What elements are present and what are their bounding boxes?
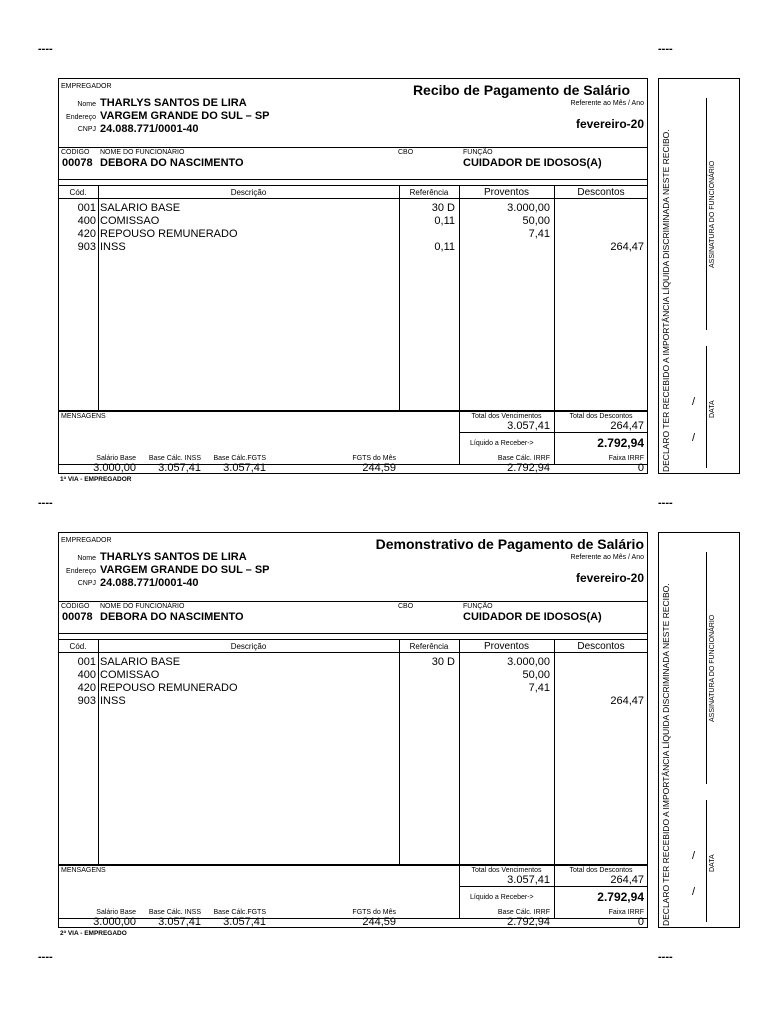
col-deductions-header: Descontos bbox=[577, 641, 625, 652]
cut-mark: ---- bbox=[38, 497, 53, 509]
item-description: SALARIO BASE bbox=[100, 656, 181, 668]
fgts-base: 3.057,41 bbox=[223, 462, 266, 474]
net-label: Líquido a Receber-> bbox=[470, 440, 534, 447]
messages-label: MENSAGENS bbox=[61, 413, 106, 420]
item-deductions: 264,47 bbox=[610, 241, 644, 253]
item-code: 420 bbox=[77, 228, 96, 240]
col-code-header: Cód. bbox=[69, 188, 87, 197]
reference-period: fevereiro-20 bbox=[575, 117, 644, 131]
fgts-month: 244,59 bbox=[362, 462, 396, 474]
irrf-band: 0 bbox=[637, 462, 644, 474]
item-description: REPOUSO REMUNERADO bbox=[100, 682, 238, 694]
employer-label: EMPREGADOR bbox=[61, 537, 112, 544]
inss-base: 3.057,41 bbox=[158, 462, 201, 474]
employee-code: 00078 bbox=[62, 157, 93, 169]
total-deductions-label: Total dos Descontos bbox=[569, 413, 633, 420]
col-description-header: Descrição bbox=[230, 642, 267, 651]
reference-period: fevereiro-20 bbox=[575, 571, 644, 585]
total-earnings-label: Total dos Vencimentos bbox=[471, 413, 542, 420]
irrf-base: 2.792,94 bbox=[507, 462, 550, 474]
total-deductions: 264,47 bbox=[610, 874, 644, 886]
item-earnings: 3.000,00 bbox=[507, 202, 550, 214]
role-label: FUNÇÃO bbox=[463, 603, 493, 610]
address-label: Endereço bbox=[66, 114, 96, 121]
col-reference-header: Referência bbox=[409, 642, 449, 651]
item-reference: 30 D bbox=[431, 656, 455, 668]
employee-code: 00078 bbox=[62, 611, 93, 623]
item-code: 420 bbox=[77, 682, 96, 694]
fgts-month-label: FGTS do Mês bbox=[352, 909, 396, 916]
company-address: VARGEM GRANDE DO SUL – SP bbox=[100, 564, 270, 576]
date-slash: / bbox=[692, 432, 696, 444]
salary-base: 3.000,00 bbox=[93, 916, 136, 928]
item-deductions: 264,47 bbox=[610, 695, 644, 707]
item-code: 001 bbox=[77, 656, 96, 668]
irrf-band-label: Faixa IRRF bbox=[608, 455, 644, 462]
code-label: CÓDIGO bbox=[61, 149, 90, 156]
salary-base-label: Salário Base bbox=[96, 909, 136, 916]
item-code: 400 bbox=[77, 215, 96, 227]
item-reference: 30 D bbox=[431, 202, 455, 214]
total-earnings: 3.057,41 bbox=[507, 874, 550, 886]
fgts-base-label: Base Cálc.FGTS bbox=[213, 455, 266, 462]
salary-base-label: Salário Base bbox=[96, 455, 136, 462]
item-earnings: 50,00 bbox=[522, 669, 550, 681]
company-name: THARLYS SANTOS DE LIRA bbox=[100, 97, 247, 109]
net-label: Líquido a Receber-> bbox=[470, 894, 534, 901]
cut-mark: ---- bbox=[38, 43, 53, 55]
via-label: 1ª VIA - EMPREGADOR bbox=[60, 476, 132, 483]
col-description-header: Descrição bbox=[230, 188, 267, 197]
date-label: DATA bbox=[709, 400, 716, 418]
company-name: THARLYS SANTOS DE LIRA bbox=[100, 551, 247, 563]
company-cnpj: 24.088.771/0001-40 bbox=[100, 577, 199, 589]
declaration-text: DECLARO TER RECEBIDO A IMPORTÂNCIA LÍQUIDA DISCRIMINADA NESTE RECIBO. bbox=[661, 129, 671, 472]
inss-base-label: Base Cálc. INSS bbox=[148, 455, 201, 462]
fgts-month: 244,59 bbox=[362, 916, 396, 928]
item-description: REPOUSO REMUNERADO bbox=[100, 228, 238, 240]
cnpj-label: CNPJ bbox=[77, 126, 96, 133]
payslip-employee-copy bbox=[58, 532, 740, 937]
item-description: SALARIO BASE bbox=[100, 202, 181, 214]
cnpj-label: CNPJ bbox=[77, 580, 96, 587]
company-cnpj: 24.088.771/0001-40 bbox=[100, 123, 199, 135]
inss-base: 3.057,41 bbox=[158, 916, 201, 928]
signature-label: ASSINATURA DO FUNCIONÁRIO bbox=[709, 614, 716, 722]
total-earnings-label: Total dos Vencimentos bbox=[471, 867, 542, 874]
col-earnings-header: Proventos bbox=[483, 187, 530, 198]
net-amount: 2.792,94 bbox=[597, 436, 644, 450]
irrf-base: 2.792,94 bbox=[507, 916, 550, 928]
irrf-band-label: Faixa IRRF bbox=[608, 909, 644, 916]
code-label: CÓDIGO bbox=[61, 603, 90, 610]
item-earnings: 3.000,00 bbox=[507, 656, 550, 668]
employee-role: CUIDADOR DE IDOSOS(A) bbox=[463, 611, 602, 623]
inss-base-label: Base Cálc. INSS bbox=[148, 909, 201, 916]
via-label: 2ª VIA - EMPREGADO bbox=[60, 930, 127, 937]
date-slash: / bbox=[692, 396, 696, 408]
fgts-base-label: Base Cálc.FGTS bbox=[213, 909, 266, 916]
item-code: 903 bbox=[77, 241, 96, 253]
item-code: 001 bbox=[77, 202, 96, 214]
item-earnings: 7,41 bbox=[528, 682, 550, 694]
fgts-month-label: FGTS do Mês bbox=[352, 455, 396, 462]
cbo-label: CBO bbox=[398, 149, 414, 156]
document-title: Recibo de Pagamento de Salário bbox=[412, 82, 630, 98]
total-deductions-label: Total dos Descontos bbox=[569, 867, 633, 874]
payslip-employer-copy bbox=[58, 78, 740, 483]
employer-label: EMPREGADOR bbox=[61, 83, 112, 90]
declaration-text: DECLARO TER RECEBIDO A IMPORTÂNCIA LÍQUIDA DISCRIMINADA NESTE RECIBO. bbox=[661, 583, 671, 926]
irrf-band: 0 bbox=[637, 916, 644, 928]
role-label: FUNÇÃO bbox=[463, 149, 493, 156]
document-title: Demonstrativo de Pagamento de Salário bbox=[375, 536, 644, 552]
item-description: INSS bbox=[100, 241, 126, 253]
date-slash: / bbox=[692, 850, 696, 862]
item-earnings: 50,00 bbox=[522, 215, 550, 227]
employee-name: DEBORA DO NASCIMENTO bbox=[100, 157, 244, 169]
date-label: DATA bbox=[709, 854, 716, 872]
employee-name-label: NOME DO FUNCIONÁRIO bbox=[100, 149, 185, 156]
item-reference: 0,11 bbox=[434, 215, 455, 227]
company-address: VARGEM GRANDE DO SUL – SP bbox=[100, 110, 270, 122]
cut-mark: ---- bbox=[658, 43, 673, 55]
employee-role: CUIDADOR DE IDOSOS(A) bbox=[463, 157, 602, 169]
col-code-header: Cód. bbox=[69, 642, 87, 651]
irrf-base-label: Base Cálc. IRRF bbox=[497, 909, 550, 916]
item-code: 400 bbox=[77, 669, 96, 681]
total-deductions: 264,47 bbox=[610, 420, 644, 432]
cbo-label: CBO bbox=[398, 603, 414, 610]
employee-name-label: NOME DO FUNCIONÁRIO bbox=[100, 603, 185, 610]
cut-mark: ---- bbox=[658, 497, 673, 509]
item-reference: 0,11 bbox=[434, 241, 455, 253]
irrf-base-label: Base Cálc. IRRF bbox=[497, 455, 550, 462]
item-description: INSS bbox=[100, 695, 126, 707]
net-amount: 2.792,94 bbox=[597, 890, 644, 904]
reference-label: Referente ao Mês / Ano bbox=[570, 554, 644, 561]
item-earnings: 7,41 bbox=[528, 228, 550, 240]
signature-label: ASSINATURA DO FUNCIONÁRIO bbox=[709, 160, 716, 268]
item-description: COMISSAO bbox=[100, 215, 160, 227]
col-reference-header: Referência bbox=[409, 188, 449, 197]
item-description: COMISSAO bbox=[100, 669, 160, 681]
date-slash: / bbox=[692, 886, 696, 898]
cut-mark: ---- bbox=[658, 951, 673, 963]
cut-mark: ---- bbox=[38, 951, 53, 963]
total-earnings: 3.057,41 bbox=[507, 420, 550, 432]
col-earnings-header: Proventos bbox=[483, 641, 530, 652]
name-label: Nome bbox=[77, 555, 96, 562]
messages-label: MENSAGENS bbox=[61, 867, 106, 874]
col-deductions-header: Descontos bbox=[577, 187, 625, 198]
fgts-base: 3.057,41 bbox=[223, 916, 266, 928]
item-code: 903 bbox=[77, 695, 96, 707]
address-label: Endereço bbox=[66, 568, 96, 575]
salary-base: 3.000,00 bbox=[93, 462, 136, 474]
employee-name: DEBORA DO NASCIMENTO bbox=[100, 611, 244, 623]
reference-label: Referente ao Mês / Ano bbox=[570, 100, 644, 107]
name-label: Nome bbox=[77, 101, 96, 108]
